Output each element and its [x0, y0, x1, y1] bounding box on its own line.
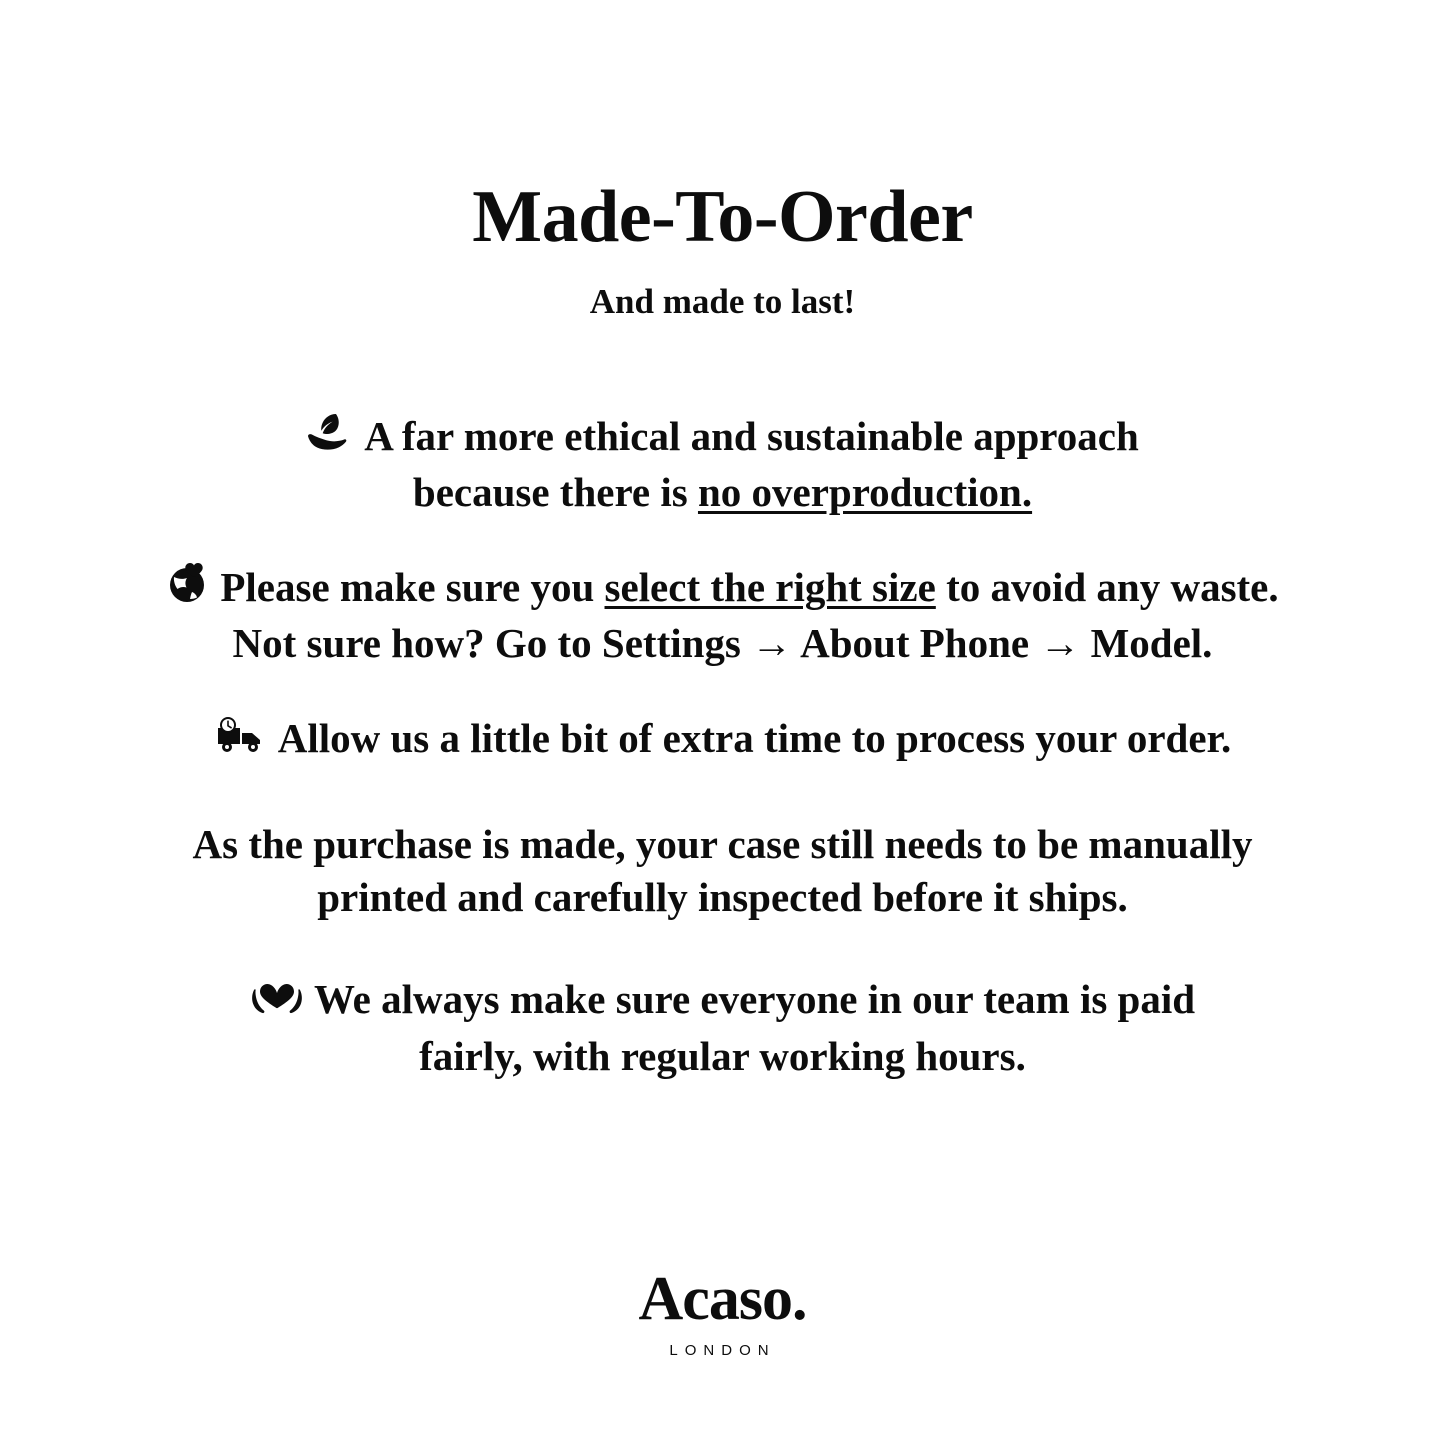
page-subtitle: And made to last!	[589, 282, 856, 321]
point-manual-printing	[193, 818, 1253, 923]
point-right-size-line1-before: Please make sure you	[220, 563, 605, 610]
point-right-size	[166, 561, 1278, 670]
globe-heart-icon	[166, 561, 210, 617]
point-fair-pay-line1: We always make sure everyone in our team is paid	[313, 976, 1196, 1023]
delivery-truck-clock-icon	[214, 716, 268, 768]
point-right-size-line1-after: to avoid any waste.	[935, 563, 1279, 610]
points-list	[55, 410, 1390, 1124]
heart-hands-icon	[250, 973, 304, 1029]
point-sustainable	[306, 410, 1139, 519]
point-sustainable-line1: A far more ethical and sustainable approach	[364, 413, 1139, 459]
point-right-size-underline: select the right size	[604, 563, 936, 610]
brand-name: Acaso.	[638, 1265, 807, 1333]
point-fair-pay	[250, 973, 1195, 1082]
point-processing-time	[214, 712, 1232, 768]
brand-logo	[0, 1265, 1445, 1359]
page-title: Made-To-Order	[472, 176, 973, 258]
point-right-size-line2: Not sure how? Go to Settings → About Phone → Model.	[232, 620, 1213, 667]
brand-location: LONDON	[669, 1342, 776, 1359]
point-fair-pay-line2: fairly, with regular working hours.	[419, 1032, 1026, 1079]
point-sustainable-underline: no overproduction.	[697, 469, 1033, 516]
point-manual-printing-line2: printed and carefully inspected before it ships.	[317, 873, 1128, 920]
point-processing-time-line1: Allow us a little bit of extra time to process your order.	[277, 714, 1232, 761]
leaf-hand-icon	[306, 412, 354, 466]
point-manual-printing-line1: As the purchase is made, your case still needs to be manually	[192, 821, 1253, 868]
point-sustainable-line2-before: because there is	[412, 469, 698, 516]
